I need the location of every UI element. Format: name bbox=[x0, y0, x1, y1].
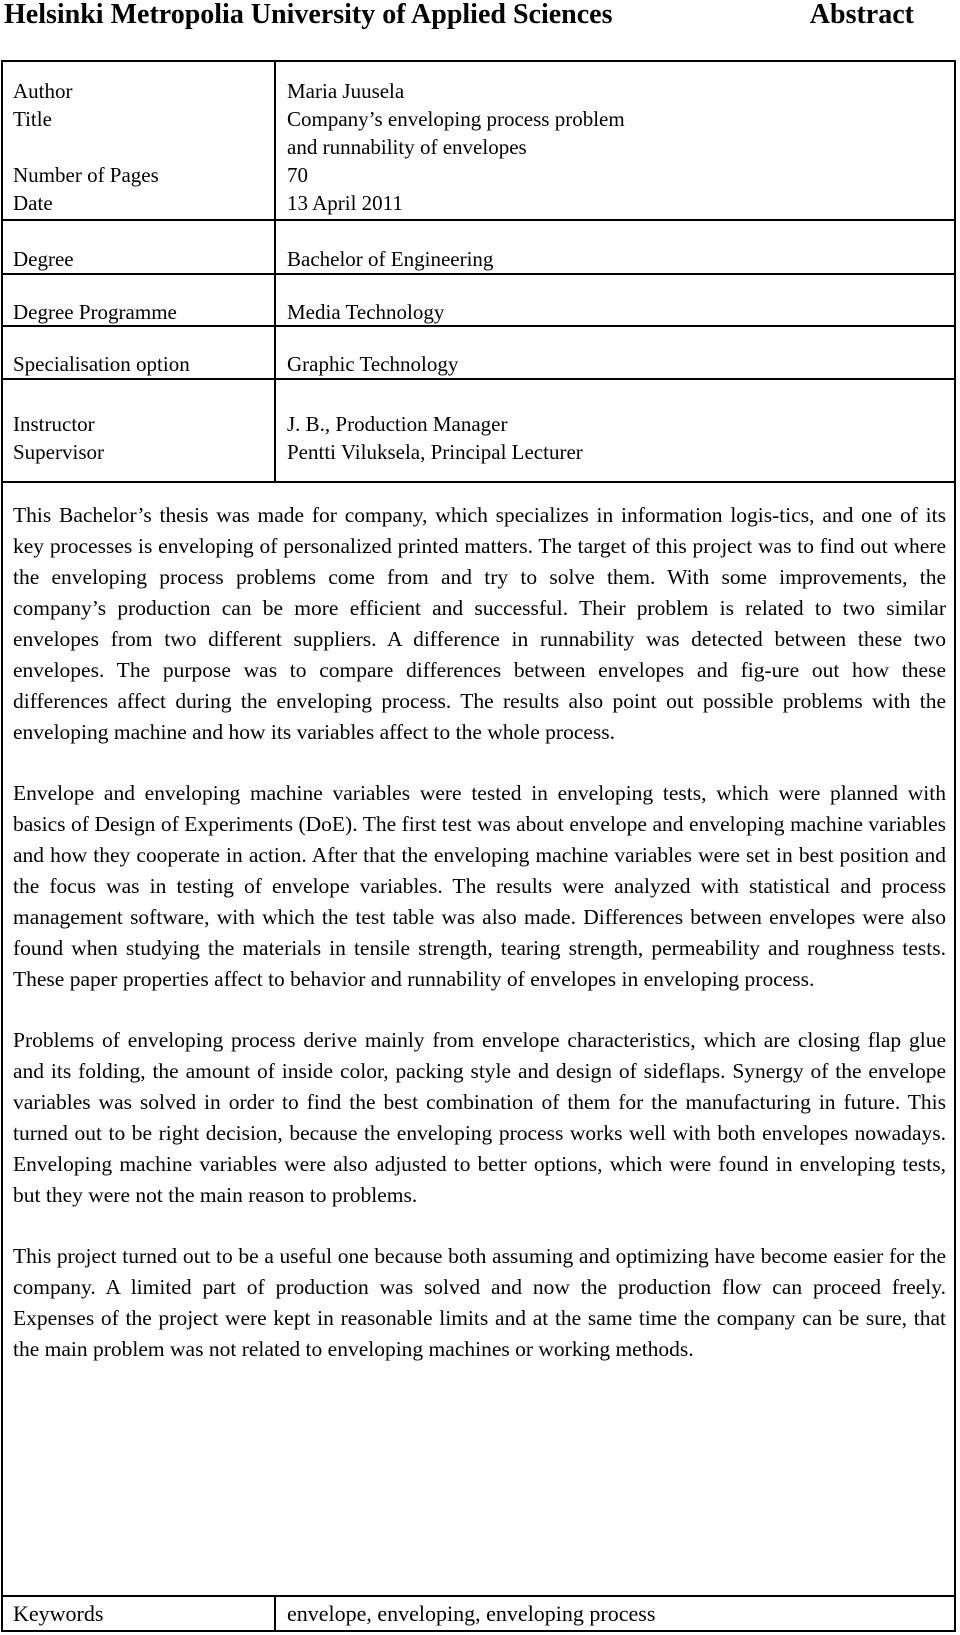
title-value-line2: and runnability of envelopes bbox=[287, 135, 527, 159]
specialisation-label: Specialisation option bbox=[13, 352, 190, 376]
degree-value: Bachelor of Engineering bbox=[287, 247, 494, 271]
row-divider bbox=[1, 481, 956, 483]
author-value: Maria Juusela bbox=[287, 79, 405, 103]
degree-label: Degree bbox=[13, 247, 74, 271]
abstract-body bbox=[13, 500, 946, 1395]
page-header bbox=[4, 0, 918, 44]
row-divider bbox=[1, 273, 956, 275]
keywords-value: envelope, enveloping, enveloping process bbox=[287, 1601, 656, 1626]
supervisor-label: Supervisor bbox=[13, 440, 104, 464]
university-name: Helsinki Metropolia University of Applied Sciences bbox=[4, 0, 613, 30]
title-value-line1: Company’s enveloping process problem bbox=[287, 107, 625, 131]
row-divider bbox=[1, 378, 956, 380]
keywords-label: Keywords bbox=[13, 1601, 104, 1626]
supervisor-value: Pentti Viluksela, Principal Lecturer bbox=[287, 440, 583, 464]
programme-value: Media Technology bbox=[287, 300, 445, 324]
abstract-paragraph: Envelope and enveloping machine variables were tested in enveloping tests, which were planned with basics of Design of Experiments (DoE). The first test was about envelope and enveloping machine variables and how they cooperate in action. After that the enveloping machine variables were set in best position and the focus was in testing of envelope variables. The results were analyzed with statistical and process management software, with which the test table was also made. Differences between envelopes were also found when studying the materials in tensile strength, tearing strength, permeability and roughness tests. These paper properties affect to behavior and runnability of envelopes in enveloping process. bbox=[13, 781, 946, 991]
title-label: Title bbox=[13, 107, 52, 131]
specialisation-value: Graphic Technology bbox=[287, 352, 459, 376]
date-value: 13 April 2011 bbox=[287, 191, 403, 215]
pages-label: Number of Pages bbox=[13, 163, 159, 187]
author-label: Author bbox=[13, 79, 73, 103]
programme-label: Degree Programme bbox=[13, 300, 177, 324]
instructor-label: Instructor bbox=[13, 412, 95, 436]
instructor-value: J. B., Production Manager bbox=[287, 412, 508, 436]
row-divider bbox=[1, 219, 956, 221]
abstract-paragraph: Problems of enveloping process derive mainly from envelope characteristics, which are closing flap glue and its folding, the amount of inside color, packing style and design of sideflaps. Synergy of the envelope variables was solved in order to find the best combination of them for the manufacturing in future. This turned out to be right decision, because the enveloping process works well with both envelopes nowadays. Enveloping machine variables were also adjusted to better options, which were found in enveloping tests, but they were not the main reason to problems. bbox=[13, 1028, 946, 1207]
row-divider bbox=[1, 1595, 956, 1597]
section-title: Abstract bbox=[809, 0, 914, 30]
column-divider bbox=[274, 61, 276, 481]
abstract-paragraph: This Bachelor’s thesis was made for company, which specializes in information logis-tics, and one of its key processes is enveloping of personalized printed matters. The target of this project was to find out where the enveloping process problems come from and try to solve them. With some improvements, the company’s production can be more efficient and successful. Their problem is related to two similar envelopes from two different suppliers. A difference in runnability was detected between these two envelopes. The purpose was to compare differences between envelopes and fig-ure out how these differences affect during the enveloping process. The results also point out possible problems with the enveloping machine and how its variables affect to the whole process. bbox=[13, 503, 946, 744]
pages-value: 70 bbox=[287, 163, 308, 187]
date-label: Date bbox=[13, 191, 53, 215]
column-divider bbox=[274, 1596, 276, 1631]
abstract-paragraph: This project turned out to be a useful one because both assuming and optimizing have become easier for the company. A limited part of production was solved and now the production flow can proceed freely. Expenses of the project were kept in reasonable limits and at the same time the company can be sure, that the main problem was not related to enveloping machines or working methods. bbox=[13, 1244, 946, 1361]
